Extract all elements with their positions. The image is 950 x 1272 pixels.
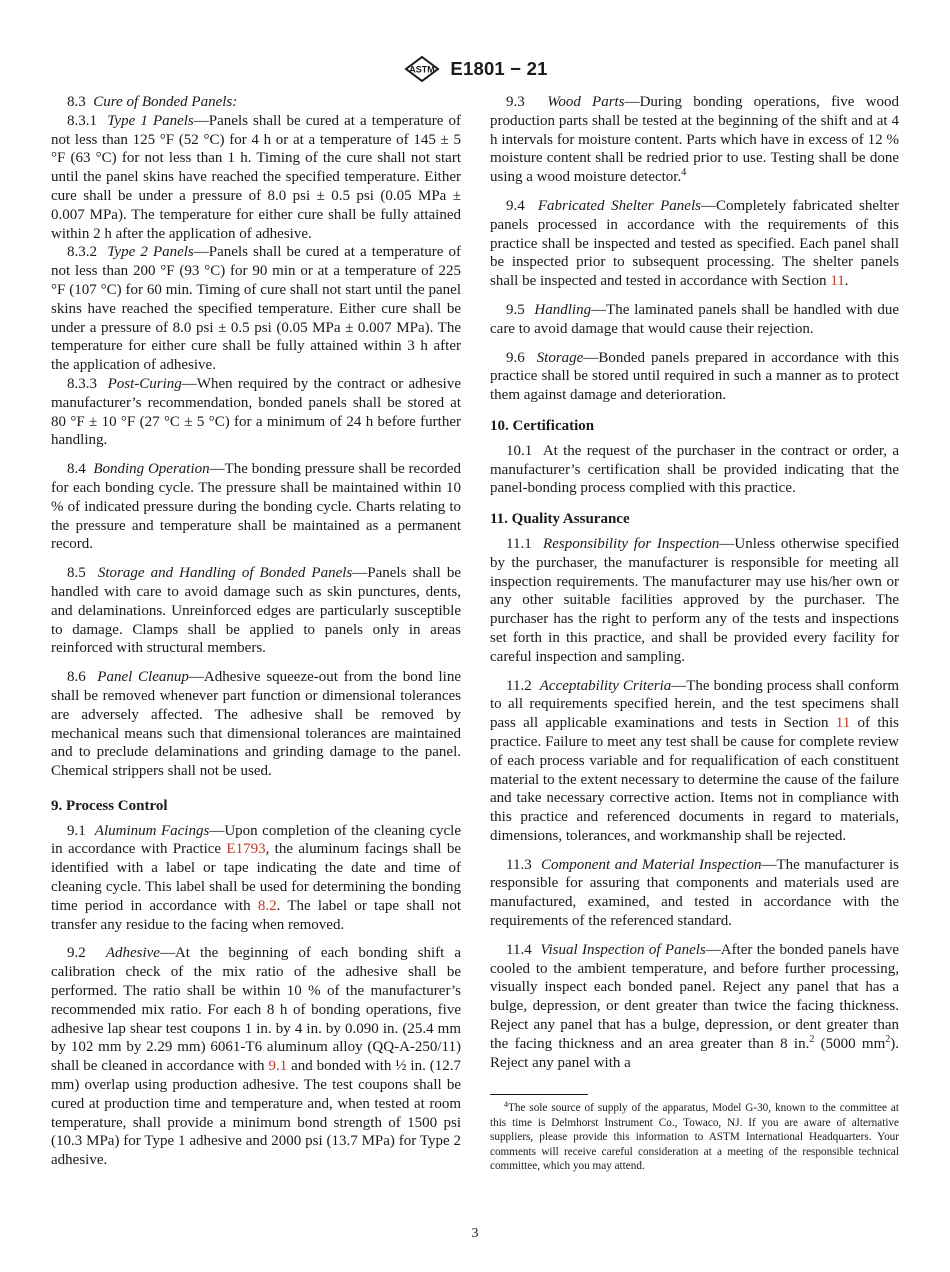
section-11-heading: 11. Quality Assurance	[490, 511, 630, 528]
page-header	[0, 56, 950, 82]
link-section-8-2[interactable]: 8.2	[257, 897, 277, 914]
right-column	[490, 93, 899, 1173]
section-8-6: 8.6 Panel Cleanup—Adhesive squeeze-out from the bond line shall be removed whenever part function or dimensional tolerances are adversely affected. The adhesive shall be removed by mechanical means such that dimensional tolerances are maintained and to preclude delaminations and grinding damage to the panel. Chemical strippers shall not be used.	[51, 669, 461, 780]
astm-logo-icon	[402, 56, 442, 82]
section-9-1: 9.1 Aluminum Facings—Upon completion of the cleaning cycle in accordance with Practice E1793, the aluminum facings shall be identified with a label or tape indicating the date and time of cleaning cycle. This label shall be used for determining the bonding time period in accordance with 8.2. The label or tape shall not transfer any residue to the facing when removed.	[51, 822, 461, 933]
footnote-divider	[490, 1094, 588, 1095]
section-8-3-1: 8.3.1 Type 1 Panels—Panels shall be cured at a temperature of not less than 125 °F (52 °C) for 4 h or at a temperature of 145 ± 5 °F (63 °C) for not less than 1 h. Timing of the cure shall not start until the panel skins have reached the specified temperature. Either cure shall be under a pressure of 8.0 psi ± 0.5 psi (0.05 MPa ± 0.007 MPa). The temperature for either cure shall be fully attained within 2 h after the application of adhesive.	[51, 112, 462, 242]
section-9-6: 9.6 Storage—Bonded panels prepared in accordance with this practice shall be stored until required in such a manner as to protect them against damage and deterioration.	[490, 349, 899, 404]
section-9-2: 9.2 Adhesive—At the beginning of each bonding shift a calibration check of the mix ratio of the adhesive shall be performed. The ratio shall be within 10 % of the manufacturer’s recommended mix ratio. For each 8 h of bonding operations, five adhesive lap shear test coupons 1 in. by 4 in. by 0.090 in. (25.4 mm by 102 mm by 2.29 mm) 6061-T6 aluminum alloy (QQ-A-250/11) shall be cleaned in accordance with 9.1 and bonded with ½ in. (12.7 mm) overlap using production adhesive. The test coupons shall be cured at production time and temperature and, when tested at room temperature, shall provide a minimum bond strength of 1500 psi (10.3 MPa) for Type 1 adhesive and 2000 psi (13.7 MPa) for Type 2 adhesive.	[51, 945, 462, 1169]
svg-text:ASTM: ASTM	[409, 64, 436, 75]
section-8-5: 8.5 Storage and Handling of Bonded Panels—Panels shall be handled with care to avoid damage such as skin punctures, dents, and delaminations. Unreinforced edges are particularly susceptible to damage. Clamps shall be applied to panels only in areas reinforced with structural members.	[51, 565, 461, 657]
page-number: 3	[471, 1226, 479, 1241]
section-9-4: 9.4 Fabricated Shelter Panels—Completely fabricated shelter panels processed in accordance with the requirements of this practice shall be inspected and tested as specified. Each panel shall be inspected prior to subsequent processing. The shelter panels shall be inspected and tested in accordance with Section 11.	[490, 197, 899, 290]
section-10-heading: 10. Certification	[490, 417, 595, 434]
link-section-11[interactable]: 11	[835, 715, 851, 732]
section-8-3-2: 8.3.2 Type 2 Panels—Panels shall be cured at a temperature of not less than 200 °F (93 °C) for 90 min or at a temperature of 225 °F (107 °C) for 60 min. Timing of cure shall not start until the panel skins have reached the specified temperature. Either cure shall be under a pressure of 8.0 psi ± 0.5 psi (0.05 MPa ± 0.007 MPa). The temperature for either cure shall be fully attained within 3 h after the application of adhesive.	[51, 244, 462, 374]
section-9-heading: 9. Process Control	[51, 797, 168, 814]
section-10-1: 10.1 At the request of the purchaser in the contract or order, a manufacturer’s certification shall be provided indicating that the panel-bonding process complied with this practice.	[490, 442, 899, 497]
section-11-3: 11.3 Component and Material Inspection—The manufacturer is responsible for assuring that components and materials used are manufactured, examined, and tested in accordance with the requirements of the referenced standard.	[490, 856, 899, 930]
footnote-4: $^4$The sole source of supply of the apparatus, Model G-30, known to the committee at this time is Delmhorst Instrument Co., Towaco, NJ. If you are aware of alternative suppliers, please provide this information to ASTM International Headquarters. Your comments will receive careful consideration at a meeting of the responsible technical committee, which you may attend.	[490, 1100, 899, 1173]
section-9-3: 9.3 Wood Parts—During bonding operations, five wood production parts shall be tested at the beginning of the shift and at 4 h intervals for moisture content. Parts which have in excess of 12 % moisture content shall be redried prior to use. Testing shall be done using a wood moisture detector.$^4$	[490, 94, 900, 186]
link-section-11[interactable]: 11	[830, 273, 845, 290]
standard-designation: E1801 − 21	[450, 58, 548, 79]
section-9-5: 9.5 Handling—The laminated panels shall be handled with due care to avoid damage that would cause their rejection.	[490, 301, 899, 337]
left-column	[51, 93, 461, 1180]
section-8-3-3: 8.3.3 Post-Curing—When required by the contract or adhesive manufacturer’s recommendation, bonded panels shall be stored at 80 °F ± 10 °F (27 °C ± 5 °C) for a minimum of 24 h before further handling.	[51, 375, 462, 449]
section-8-3: 8.3 Cure of Bonded Panels:	[67, 94, 238, 110]
section-11-4: 11.4 Visual Inspection of Panels—After the bonded panels have cooled to the ambient temperature, and before further processing, visually inspect each bonded panel. Reject any panel that has a bulge, depression, or dent greater than twice the facing thickness. Reject any panel that has a bulge, depression, or dent greater than the facing thickness and an area greater than 8 in.$^2$ (5000 $mm^2$). Reject any panel with a	[490, 941, 900, 1071]
section-11-2: 11.2 Acceptability Criteria—The bonding process shall conform to all requirements specified herein, and the test specimens shall pass all applicable examinations and tests in Section 11 of this practice. Failure to meet any test shall be cause for complete review of each process variable and for requalification of each constituent material to the extent necessary to determine the cause of the failure and take necessary corrective action. Items not in compliance with this practice and referenced documents in regard to materials, dimensions, tolerances, and workmanship shall be rejected.	[490, 677, 899, 844]
footnote-ref-4[interactable]: 4	[681, 167, 687, 179]
link-e1793[interactable]: E1793	[226, 841, 266, 858]
link-section-9-1[interactable]: 9.1	[268, 1058, 288, 1075]
footnote-marker: 4	[504, 1100, 508, 1110]
section-11-1: 11.1 Responsibility for Inspection—Unless otherwise specified by the purchaser, the manufacturer is responsible for meeting all inspection requirements. The manufacturer may use his/her own or any other suitable facilities approved by the purchaser. The purchaser has the right to perform any of the tests and inspections set forth in this practice, and shall be provided every facility for careful inspection and sampling.	[490, 535, 900, 665]
section-8-4: 8.4 Bonding Operation—The bonding pressure shall be recorded for each bonding cycle. The pressure shall be maintained within 10 % of indicated pressure during the bonding cycle. Charts relating to the pressure and temperature shall be maintained as a permanent record.	[51, 461, 462, 553]
